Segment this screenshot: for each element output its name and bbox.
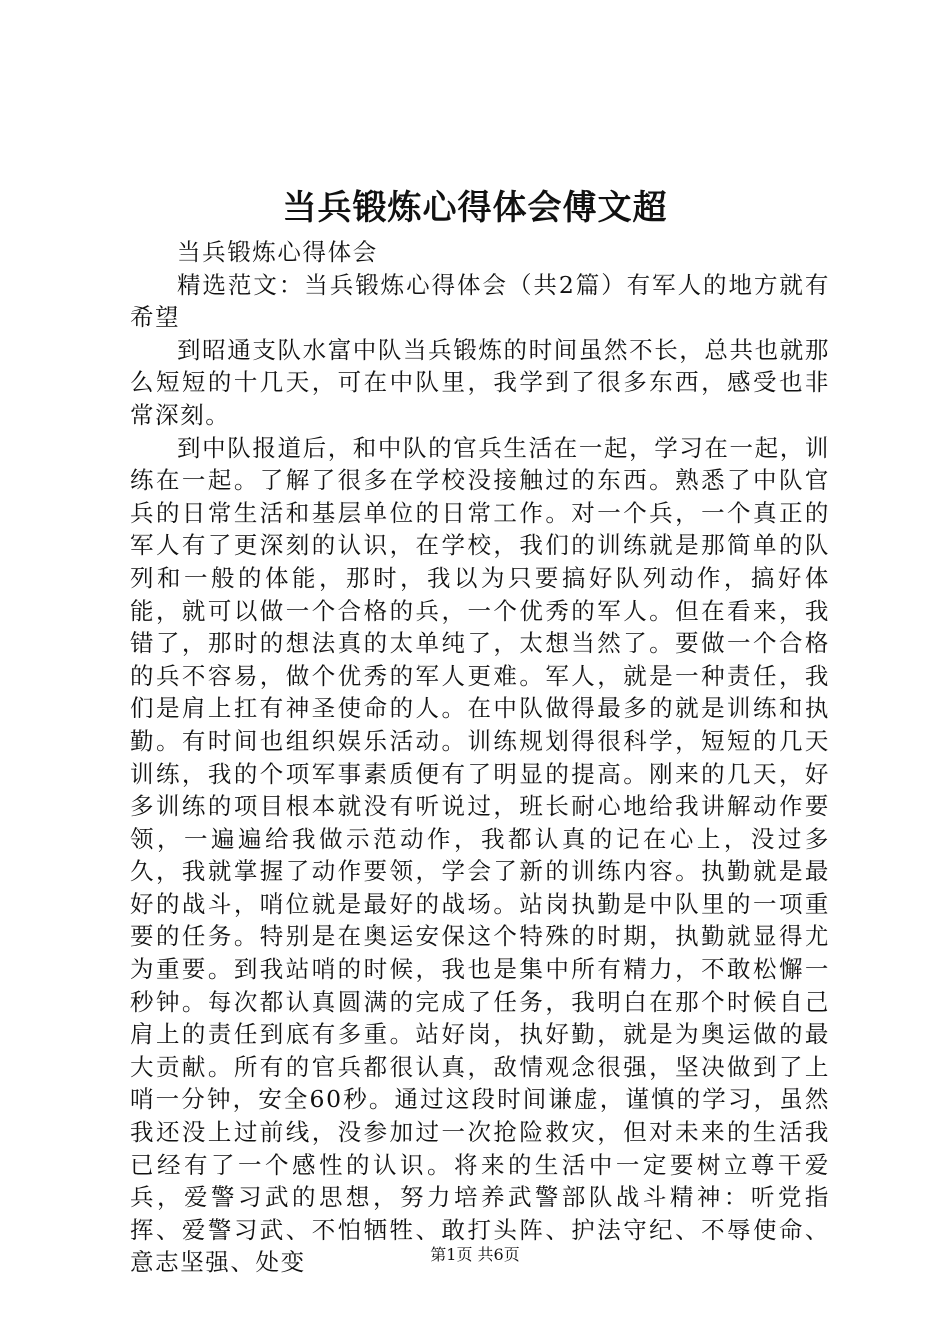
paragraph-excerpt-heading: 精选范文：当兵锻炼心得体会（共2篇）有军人的地方就有希望: [130, 270, 830, 332]
document-body: [130, 236, 830, 1279]
paragraph-subtitle: 当兵锻炼心得体会: [177, 238, 378, 266]
paragraph-intro: 到昭通支队水富中队当兵锻炼的时间虽然不长，总共也就那么短短的十几天，可在中队里，我学到了很多东西，感受也非常深刻。: [130, 335, 830, 429]
page-number-footer: 第1页 共6页: [430, 1245, 520, 1264]
page-title: 当兵锻炼心得体会傅文超: [282, 188, 668, 228]
paragraph-main: 到中队报道后，和中队的官兵生活在一起，学习在一起，训练在一起。了解了很多在学校没接触过的东西。熟悉了中队官兵的日常生活和基层单位的日常工作。对一个兵，一个真正的军人有了更深刻的认识，在学校，我们的训练就是那简单的队列和一般的体能，那时，我以为只要搞好队列动作，搞好体能，就可以做一个合格的兵，一个优秀的军人。但在看来，我错了，那时的想法真的太单纯了，太想当然了。要做一个合格的兵不容易，做个优秀的军人更难。军人，就是一种责任，我们是肩上扛有神圣使命的人。在中队做得最多的就是训练和执勤。有时间也组织娱乐活动。训练规划得很科学，短短的几天训练，我的个项军事素质便有了明显的提高。刚来的几天，好多训练的项目根本就没有听说过，班长耐心地给我讲解动作要领，一遍遍给我做示范动作，我都认真的记在心上，没过多久，我就掌握了动作要领，学会了新的训练内容。执勤就是最好的战斗，哨位就是最好的战场。站岗执勤是中队里的一项重要的任务。特别是在奥运安保这个特殊的时期，执勤就显得尤为重要。到我站哨的时候，我也是集中所有精力，不敢松懈一秒钟。每次都认真圆满的完成了任务，我明白在那个时候自己肩上的责任到底有多重。站好岗，执好勤，就是为奥运做的最大贡献。所有的官兵都很认真，敌情观念很强，坚决做到了上哨一分钟，安全60秒。通过这段时间谦虚，谨慎的学习，虽然我还没上过前线，没参加过一次抢险救灾，但对未来的生活我已经有了一个感性的认识。将来的生活中一定要树立尊干爱兵，爱警习武的思想，努力培养武警部队战斗精神：听党指挥、爱警习武、不怕牺牲、敢打头阵、护法守纪、不辱使命、意志坚强、处变: [130, 433, 830, 1277]
